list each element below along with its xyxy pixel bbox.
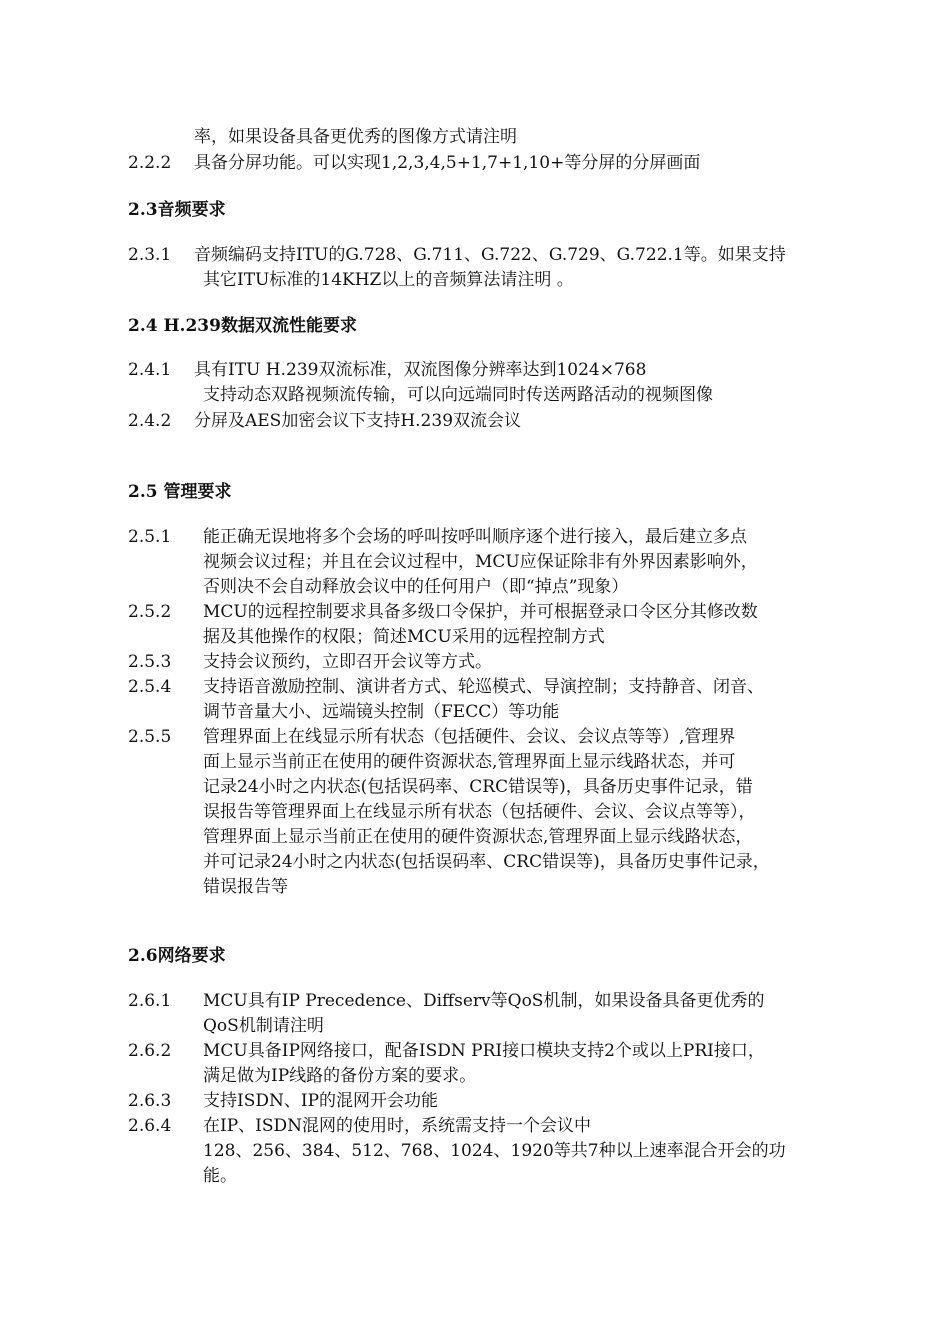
text-line: 据及其他操作的权限；简述MCU采用的远程控制方式 [203, 627, 605, 647]
text-line: MCU具备IP网络接口，配备ISDN PRI接口模块支持2个或以上PRI接口， [203, 1041, 765, 1061]
text-line: 支持会议预约，立即召开会议等方式。 [203, 652, 492, 672]
text-line: 管理界面上显示当前正在使用的硬件资源状态,管理界面上显示线路状态， [203, 827, 753, 847]
text-line: 在IP、ISDN混网的使用时，系统需支持一个会议中 [203, 1116, 592, 1136]
item-number: 2.5.2 [128, 602, 172, 622]
text-line: 误报告等管理界面上在线显示所有状态（包括硬件、会议、会议点等等）， [203, 802, 756, 822]
item-number: 2.6.1 [128, 991, 172, 1011]
text-line: 音频编码支持ITU的G.728、G.711、G.722、G.729、G.722.1等。如果支持 [194, 245, 786, 265]
item-number: 2.6.3 [128, 1091, 172, 1111]
text-line: 128、256、384、512、768、1024、1920等共7种以上速率混合开会的功 [203, 1141, 786, 1161]
item-number: 2.5.5 [128, 727, 172, 747]
text-line: 并可记录24小时之内状态(包括误码率、CRC错误等)，具备历史事件记录， [203, 852, 770, 872]
item-number: 2.6.2 [128, 1041, 172, 1061]
section-heading: 2.3音频要求 [128, 200, 226, 220]
text-line: 支持语音激励控制、演讲者方式、轮巡模式、导演控制；支持静音、闭音、 [203, 677, 764, 697]
item-number: 2.3.1 [128, 245, 172, 265]
text-line: 否则决不会自动释放会议中的任何用户（即“掉点”现象） [203, 577, 629, 597]
item-number: 2.5.3 [128, 652, 172, 672]
section-heading: 2.4 H.239数据双流性能要求 [128, 316, 357, 336]
section-heading: 2.6网络要求 [128, 946, 226, 966]
text-line: 分屏及AES加密会议下支持H.239双流会议 [194, 411, 522, 431]
text-line: 支持ISDN、IP的混网开会功能 [203, 1091, 439, 1111]
item-number: 2.4.2 [128, 411, 172, 431]
text-line: 调节音量大小、远端镜头控制（FECC）等功能 [203, 702, 560, 722]
text-line: 具有ITU H.239双流标准，双流图像分辨率达到1024×768 [194, 360, 647, 380]
text-line: 支持动态双路视频流传输，可以向远端同时传送两路活动的视频图像 [203, 385, 713, 405]
section-heading: 2.5 管理要求 [128, 482, 232, 502]
item-number: 2.4.1 [128, 360, 172, 380]
text-line: 具备分屏功能。可以实现1,2,3,4,5+1,7+1,10+等分屏的分屏画面 [194, 153, 701, 173]
text-line: 视频会议过程；并且在会议过程中，MCU应保证除非有外界因素影响外， [203, 552, 758, 572]
text-line: MCU的远程控制要求具备多级口令保护，并可根据登录口令区分其修改数 [203, 602, 758, 622]
text-line: 管理界面上在线显示所有状态（包括硬件、会议、会议点等等）,管理界 [203, 727, 736, 747]
text-line: 满足做为IP线路的备份方案的要求。 [203, 1066, 477, 1086]
text-line: 能正确无误地将多个会场的呼叫按呼叫顺序逐个进行接入，最后建立多点 [203, 527, 747, 547]
text-line: 错误报告等 [203, 877, 288, 897]
text-line: 率，如果设备具备更优秀的图像方式请注明 [194, 127, 517, 147]
text-line: 记录24小时之内状态(包括误码率、CRC错误等)，具备历史事件记录，错 [203, 777, 753, 797]
text-line: 面上显示当前正在使用的硬件资源状态,管理界面上显示线路状态，并可 [203, 752, 736, 772]
text-line: 其它ITU标准的14KHZ以上的音频算法请注明 。 [203, 270, 574, 290]
text-line: 能。 [203, 1166, 237, 1186]
item-number: 2.2.2 [128, 153, 172, 173]
item-number: 2.5.4 [128, 677, 172, 697]
item-number: 2.6.4 [128, 1116, 172, 1136]
text-line: QoS机制请注明 [203, 1016, 324, 1036]
item-number: 2.5.1 [128, 527, 172, 547]
text-line: MCU具有IP Precedence、Diffserv等QoS机制，如果设备具备更优秀的 [203, 991, 765, 1011]
